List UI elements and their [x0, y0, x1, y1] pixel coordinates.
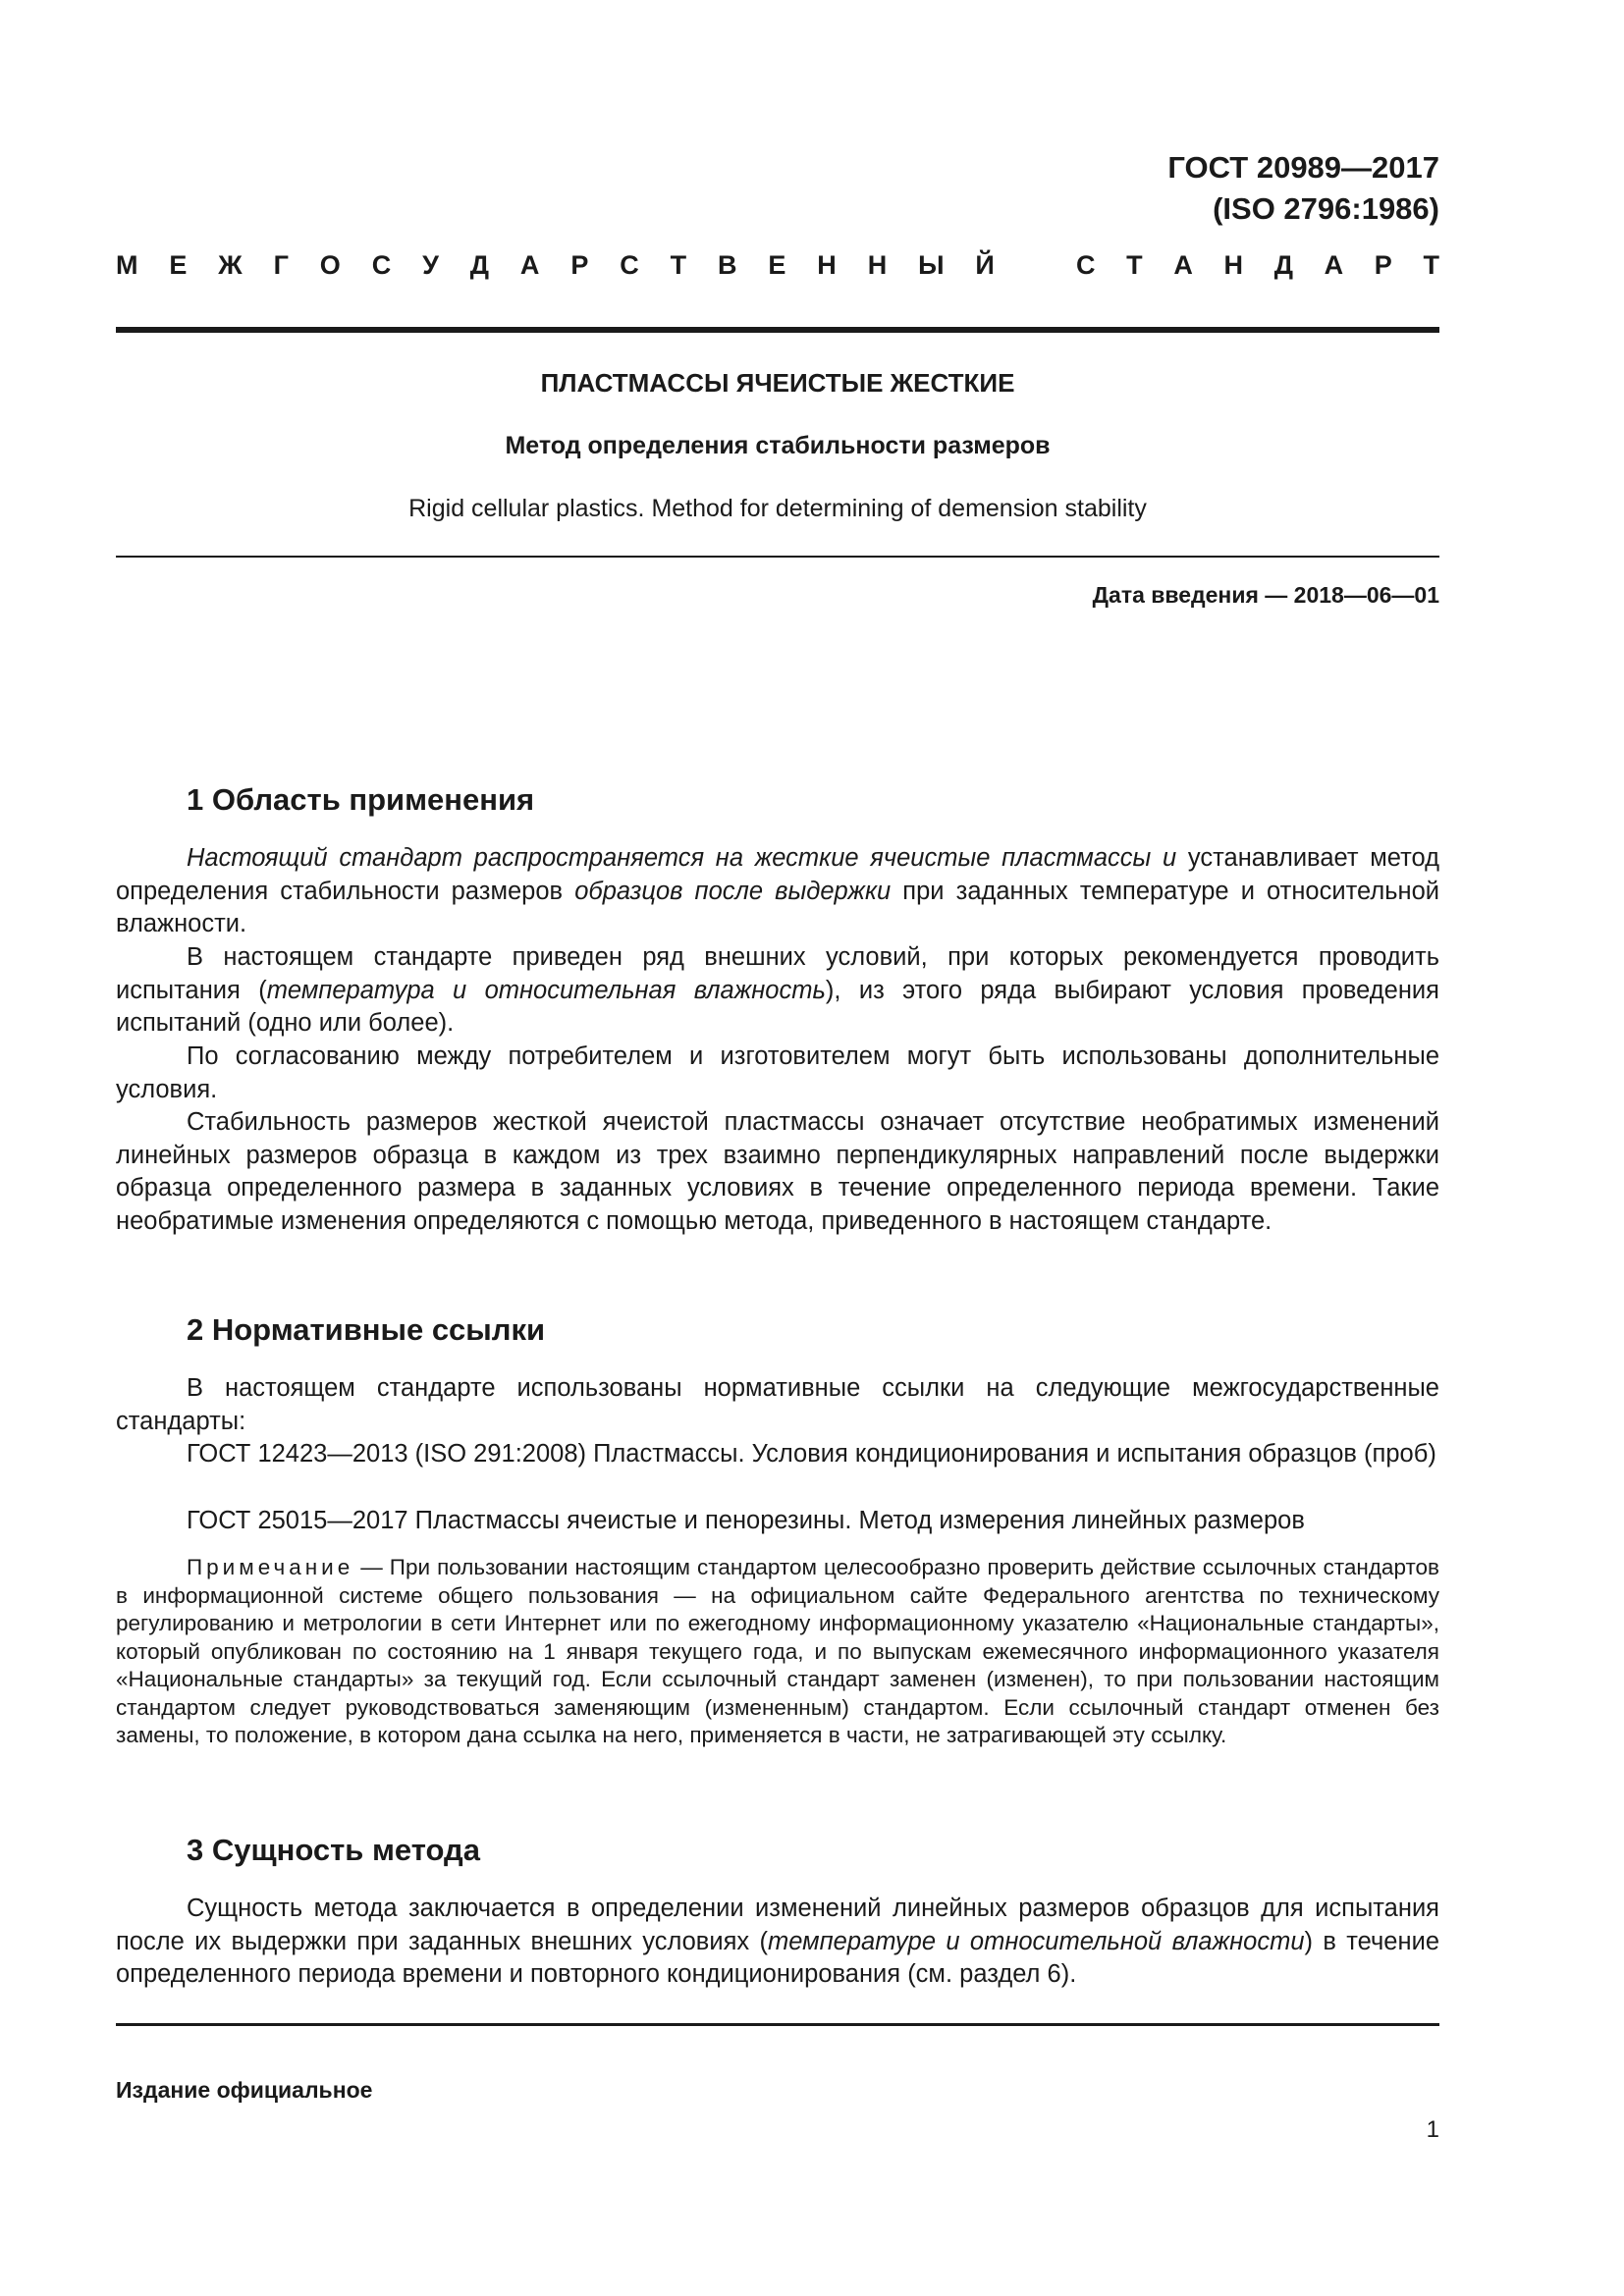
title-rule: [116, 556, 1439, 558]
note-label: Примечание: [187, 1555, 354, 1579]
section-3-paragraph-1: [116, 1893, 1439, 1992]
page-number: 1: [1426, 2116, 1439, 2143]
standard-code-line2: (ISO 2796:1986): [1213, 191, 1439, 226]
s3-p1-text-c: ) в течение определенного периода времени и повторного кондиционирования (см. раздел 6).: [116, 1927, 1439, 1988]
standard-kind-word2: С Т А Н Д А Р Т: [1076, 249, 1439, 280]
document-subtitle: Метод определения стабильности размеров: [505, 432, 1051, 459]
s3-p1-italic-b: температуре и относительной влажности: [768, 1927, 1305, 1955]
section-2-note: [116, 1554, 1439, 1750]
section-2-heading: 2 Нормативные ссылки: [187, 1312, 546, 1347]
s1-p1-text-b: устанавливает метод определения стабильности размеров: [116, 844, 1439, 905]
section-1-paragraph-1: [116, 842, 1439, 941]
s3-p1-text-a: Сущность метода заключается в определении изменений линейных размеров образцов для испытания после их выдержки при заданных внешних условиях (: [116, 1895, 1439, 1955]
s1-p2-text-c: ), из этого ряда выбирают условия проведения испытаний (одно или более).: [116, 976, 1439, 1037]
s1-p2-italic-b: температура и относительная влажность: [266, 976, 826, 1004]
s1-p1-italic-c: образцов после выдержки: [574, 877, 892, 905]
introduction-date: Дата введения — 2018—06—01: [1092, 582, 1439, 608]
section-1-paragraph-4: Стабильность размеров жесткой ячеистой пластмассы означает отсутствие необратимых изменений линейных размеров образца в каждом из трех взаимно перпендикулярных направлений после выдержки образца определенного размера в заданных условиях в течение определенного периода времени. Такие необратимые изменения определяются с помощью метода, приведенного в настоящем стандарте.: [116, 1108, 1439, 1235]
section-1-paragraph-2: [116, 941, 1439, 1041]
standard-kind-word1: М Е Ж Г О С У Д А Р С Т В Е Н Н Ы Й: [116, 249, 995, 280]
document-title: ПЛАСТМАССЫ ЯЧЕИСТЫЕ ЖЕСТКИЕ: [540, 368, 1015, 398]
section-2-paragraph-1: В настоящем стандарте использованы нормативные ссылки на следующие межгосударственные стандарты:: [116, 1374, 1439, 1435]
normative-reference-1: ГОСТ 12423—2013 (ISO 291:2008) Пластмассы. Условия кондиционирования и испытания образцов (проб): [187, 1440, 1436, 1468]
footer-rule: [116, 2023, 1439, 2026]
standard-code-line1: ГОСТ 20989—2017: [1167, 150, 1439, 185]
english-title: Rigid cellular plastics. Method for determining of demension stability: [408, 495, 1147, 522]
normative-reference-2: ГОСТ 25015—2017 Пластмассы ячеистые и пенорезины. Метод измерения линейных размеров: [187, 1507, 1305, 1534]
section-3-heading: 3 Сущность метода: [187, 1833, 480, 1867]
standard-code: [116, 147, 1439, 230]
s1-p1-italic-a: Настоящий стандарт распространяется на жесткие ячеистые пластмассы и: [187, 844, 1177, 872]
official-edition-label: Издание официальное: [116, 2077, 373, 2103]
s1-p2-text-a: В настоящем стандарте приведен ряд внешних условий, при которых рекомендуется проводить испытания (: [116, 943, 1439, 1004]
header-rule: [116, 327, 1439, 333]
note-text: — При пользовании настоящим стандартом целесообразно проверить действие ссылочных стандартов в информационной системе общего пользования — на официальном сайте Федерального агентства по техническому регулированию и метрологии в сети Интернет или по ежегодному информационному указателю «Национальные стандарты», который опубликован по состоянию на 1 января текущего года, и по выпускам ежемесячного информационного указателя «Национальные стандарты» за текущий год. Если ссылочный стандарт заменен (изменен), то при пользовании настоящим стандартом следует руководствоваться заменяющим (измененным) стандартом. Если ссылочный стандарт отменен без замены, то положение, в котором дана ссылка на него, применяется в части, не затрагивающей эту ссылку.: [116, 1555, 1439, 1747]
section-1-paragraph-3: По согласованию между потребителем и изготовителем могут быть использованы дополнительные условия.: [116, 1042, 1439, 1103]
standard-kind: [116, 247, 1439, 283]
section-1-heading: 1 Область применения: [187, 782, 535, 817]
s1-p1-text-d: при заданных температуре и относительной влажности.: [116, 877, 1439, 937]
